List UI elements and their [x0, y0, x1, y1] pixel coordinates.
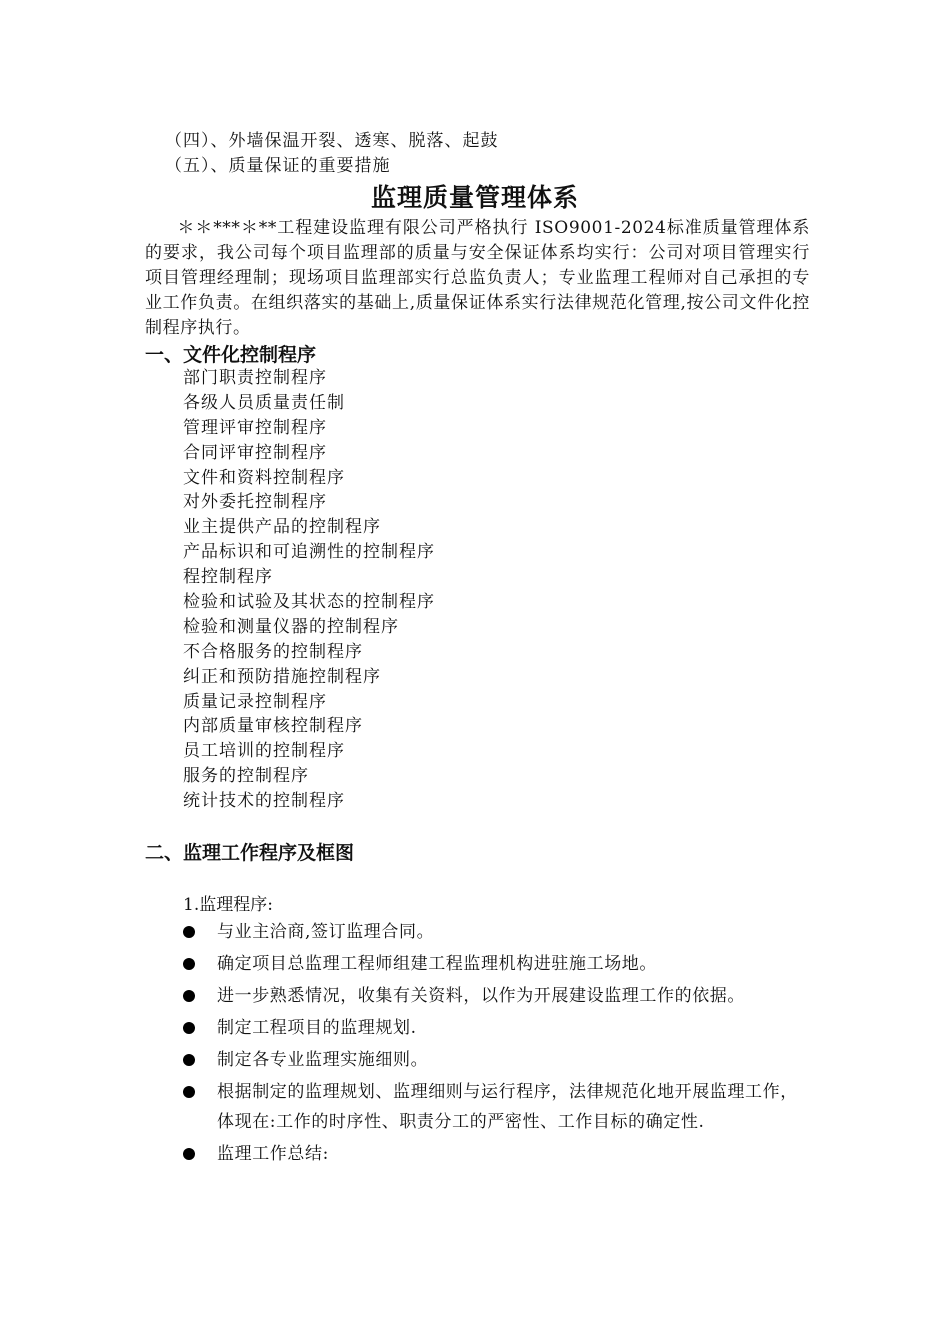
bullet-item — [183, 1013, 813, 1043]
bullet-text: 监理工作总结: — [217, 1144, 329, 1164]
bullet-item — [183, 1077, 813, 1137]
bullet-text: 根据制定的监理规划、监理细则与运行程序，法律规范化地开展监理工作，体现在:工作的时序性、职责分工的严密性、工作目标的确定性. — [217, 1082, 798, 1132]
bullet-item — [183, 949, 813, 979]
bullet-item — [183, 1139, 813, 1169]
list-item: 质量记录控制程序 — [183, 691, 327, 712]
list-item: 不合格服务的控制程序 — [183, 641, 363, 662]
list-item: 纠正和预防措施控制程序 — [183, 666, 381, 687]
intro-paragraph — [145, 216, 810, 341]
list-item: 检验和测量仪器的控制程序 — [183, 616, 399, 637]
list-item: 内部质量审核控制程序 — [183, 716, 363, 737]
list-item: 服务的控制程序 — [183, 766, 309, 787]
top-item-4: （四）、外墙保温开裂、透寒、脱落、起鼓 — [165, 131, 499, 151]
bullet-item — [183, 1045, 813, 1075]
bullet-dot-icon — [183, 958, 195, 970]
bullet-dot-icon — [183, 990, 195, 1002]
page-title: 监理质量管理体系 — [370, 183, 579, 212]
intro-text: ＊＊***＊**工程建设监理有限公司严格执行 ISO9001-2024标准质量管理体系的要求，我公司每个项目监理部的质量与安全保证体系均实行：公司对项目管理实行项目管理经理制；现场项目监理部实行总监负责人；专业监理工程师对自己承担的专业工作负责。在组织落实的基础上,质量保证体系实行法律规范化管理,按公司文件化控制程序执行。 — [145, 218, 810, 338]
bullet-dot-icon — [183, 926, 195, 938]
bullet-text: 制定工程项目的监理规划. — [217, 1018, 417, 1038]
list-item: 文件和资料控制程序 — [183, 467, 345, 488]
section-1-heading: 一、文件化控制程序 — [145, 344, 317, 366]
procedure-list — [183, 366, 435, 814]
bullet-text: 与业主洽商,签订监理合同。 — [217, 922, 435, 942]
list-item: 检验和试验及其状态的控制程序 — [183, 592, 435, 613]
section-2-heading: 二、监理工作程序及框图 — [145, 842, 355, 864]
bullet-text: 进一步熟悉情况，收集有关资料，以作为开展建设监理工作的依据。 — [217, 986, 745, 1006]
list-item: 对外委托控制程序 — [183, 492, 327, 513]
list-item: 程控制程序 — [183, 567, 273, 588]
bullet-list — [183, 917, 813, 1171]
list-item: 员工培训的控制程序 — [183, 741, 345, 762]
bullet-item — [183, 981, 813, 1011]
list-item: 合同评审控制程序 — [183, 442, 327, 463]
bullet-text: 制定各专业监理实施细则。 — [217, 1050, 429, 1070]
bullet-dot-icon — [183, 1054, 195, 1066]
list-item: 管理评审控制程序 — [183, 417, 327, 438]
list-item: 业主提供产品的控制程序 — [183, 517, 381, 538]
bullet-text: 确定项目总监理工程师组建工程监理机构进驻施工场地。 — [217, 954, 657, 974]
list-item: 产品标识和可追溯性的控制程序 — [183, 542, 435, 563]
bullet-dot-icon — [183, 1022, 195, 1034]
list-item: 部门职责控制程序 — [183, 368, 327, 388]
top-item-5: （五）、质量保证的重要措施 — [165, 156, 391, 176]
sub-heading: 1.监理程序: — [183, 895, 273, 915]
bullet-item — [183, 917, 813, 947]
list-item: 统计技术的控制程序 — [183, 791, 345, 812]
list-item: 各级人员质量责任制 — [183, 392, 345, 413]
bullet-dot-icon — [183, 1086, 195, 1098]
bullet-dot-icon — [183, 1148, 195, 1160]
